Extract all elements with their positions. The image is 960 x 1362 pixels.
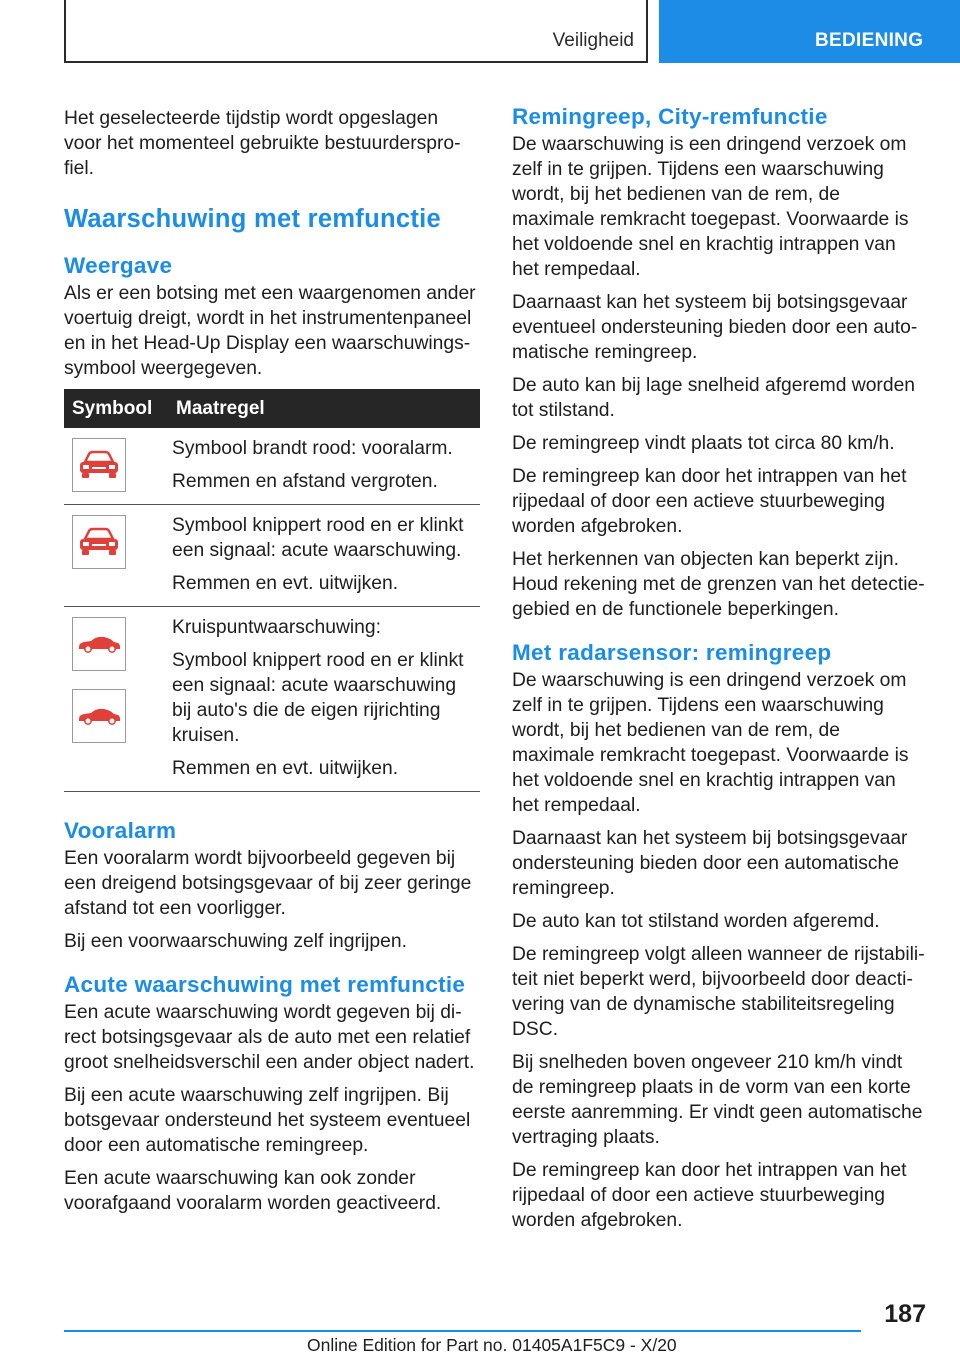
page-number: 187 [884,1300,926,1328]
heading-weergave: Weergave [64,253,173,278]
heading-vooralarm: Vooralarm [64,818,177,843]
running-header [64,0,648,63]
table-row: Kruispuntwaarschuwing: Symbool knippert rood en er klinkt een signaal: acute waarschuwing bij auto's die de eigen rijrichting kruisen. Remmen en evt. uitwijken. [64,607,480,792]
heading-main: Waarschuwing met remfunctie [64,205,441,233]
table-header-row [64,389,480,428]
car-front-warning-icon [72,515,126,569]
heading-radar: Met radarsensor: remingreep [512,640,832,665]
weergave-paragraph: Als er een botsing met een waargenomen ander voertuig dreigt, wordt in het instrumentenpaneel en in het Head-Up Display een waarschuwingssymbool weergegeven. [64,283,476,379]
car-front-warning-icon [72,438,126,492]
table-header-measure: Maatregel [172,389,480,428]
table-row: Symbool brandt rood: vooralarm. Remmen en afstand vergroten. [64,428,480,505]
car-side-warning-icon [72,689,126,743]
heading-acute: Acute waarschuwing met remfunctie [64,972,466,997]
intro-paragraph: Het geselecteerde tijdstip wordt opgeslagen voor het momenteel gebruikte bestuurdersprofiel. [64,108,461,179]
symbol-table [64,389,480,792]
edition-note: Online Edition for Part no. 01405A1F5C9 - X/20 [307,1335,677,1355]
table-header-symbol: Symbool [64,389,172,428]
table-row: Symbool knippert rood en er klinkt een signaal: acute waarschuwing. Remmen en evt. uitwijken. [64,505,480,607]
right-column: Remingreep, City-remfunctie De waarschuwing is een dringend verzoek om zelf in te grijpen. Tijdens een waarschuwing wordt, bij het bedienen van de rem, de maximale remkracht toegepast. Voorwaarde is het voldoende snel en krachtig intrappen van het rempedaal. Daarnaast kan het systeem bij botsingsgevaar eventueel ondersteuning bieden door een automatische remingreep. De auto kan bij lage snelheid afgeremd worden tot stilstand. De remingreep vindt plaats tot circa 80 km/h. De remingreep kan door het intrappen van het rijpedaal of door een actieve stuurbeweging worden afgebroken. Het herkennen van objecten kan beperkt zijn. Houd rekening met de grenzen van het detectiegebied en de functionele beperkingen. Met radarsensor: remingreep De waarschuwing is een dringend verzoek om zelf in te grijpen. Tijdens een waarschuwing wordt, bij het bedienen van de rem, de maximale remkracht toegepast. Voorwaarde is het voldoende snel en krachtig intrappen van het rempedaal. Daarnaast kan het systeem bij botsingsgevaar ondersteuning bieden door een automatische remingreep. De auto kan tot stilstand worden afgeremd. De remingreep volgt alleen wanneer de rijstabiliteit niet beperkt werd, bijvoorbeeld door deactivering van de dynamische stabiliteitsregeling DSC. Bij snelheden boven ongeveer 210 km/h vindt de remingreep plaats in de vorm van een korte eerste aanremming. Er vindt geen automatische vertraging plaats. De remingreep kan door het intrappen van het rijpedaal of door een actieve stuurbeweging worden afgebroken. [512,104,925,1231]
section-title: Veiligheid [552,30,634,51]
footer-divider [64,1330,861,1332]
car-side-warning-icon [72,617,126,671]
left-column: Het geselecteerde tijdstip wordt opgeslagen voor het momenteel gebruikte bestuurdersprofiel. Waarschuwing met remfunctie Weergave Als er een botsing met een waargenomen ander voertuig dreigt, wordt in het instrumentenpaneel en in het Head-Up Display een waarschuwingssymbool weergegeven. Symbool Maatregel Symbool brandt rood: vooralarm. Remmen en afstand vergroten. Symbool knippert rood en er klinkt een signaal: acute waarschuwing. Remmen en evt. uitwijken. Kruispuntwaarschuwing: Symbool knippert rood en er klinkt een signaal: acute waarschuwing bij auto's die de eigen rijrichting kruisen. Remmen en evt. uitwijken. Vooralarm Een vooralarm wordt bijvoorbeeld gegeven bij een dreigend botsingsgevaar of bij zeer geringe afstand tot een voorligger. Bij een voorwaarschuwing zelf ingrijpen. Acute waarschuwing met remfunctie Een acute waarschuwing wordt gegeven bij direct botsingsgevaar als de auto met een relatief groot snelheidsverschil een ander object nadert. Bij een acute waarschuwing zelf ingrijpen. Bij botsgevaar ondersteund het systeem eventueel door een automatische remingreep. Een acute waarschuwing kan ook zonder voorafgaand vooralarm worden geactiveerd. [64,106,480,1224]
chapter-tab[interactable]: BEDIENING [659,0,960,63]
heading-city: Remingreep, City-remfunctie [512,104,828,129]
